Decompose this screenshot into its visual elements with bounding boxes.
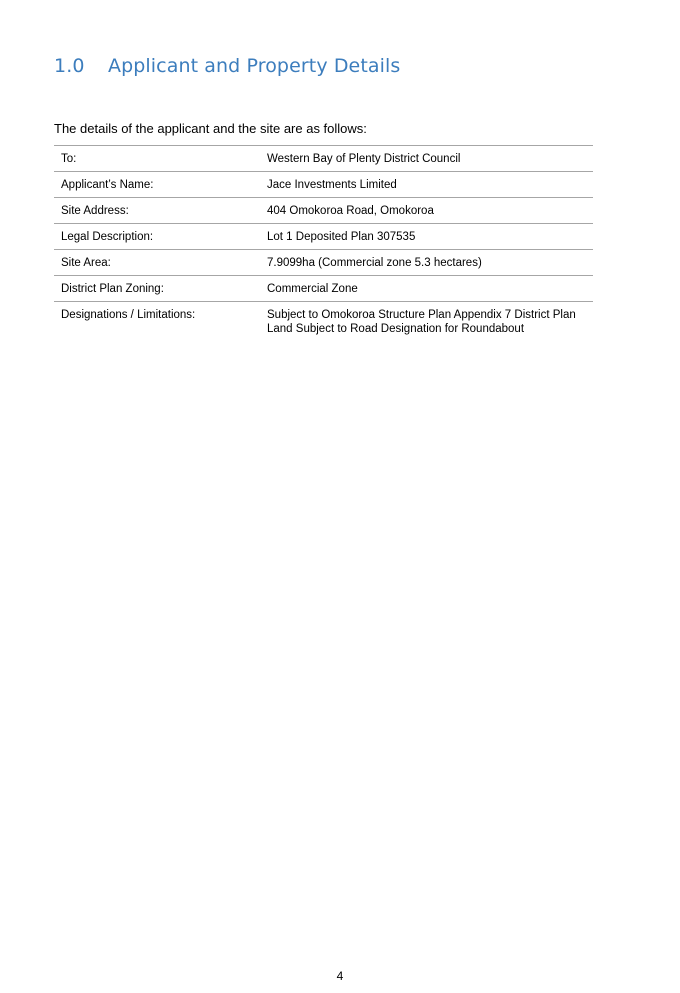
row-value: 7.9099ha (Commercial zone 5.3 hectares) [267,257,482,269]
table-row-applicant-name [54,172,593,198]
details-table [54,145,593,342]
row-label: District Plan Zoning: [61,283,164,295]
section-heading [54,55,400,77]
table-row-district-plan-zoning [54,276,593,302]
table-row-site-address [54,198,593,224]
row-label: Legal Description: [61,231,154,243]
row-label: Site Area: [61,257,111,269]
row-value: Commercial Zone [267,283,358,295]
table-row-site-area [54,250,593,276]
intro-paragraph: The details of the applicant and the site are as follows: [54,121,367,136]
row-label: To: [61,153,77,165]
row-value: 404 Omokoroa Road, Omokoroa [267,205,434,217]
row-label: Designations / Limitations: [61,309,196,321]
section-number: 1.0 [54,55,85,77]
row-value: Western Bay of Plenty District Council [267,153,461,165]
row-label: Applicant’s Name: [61,179,154,191]
row-label: Site Address: [61,205,129,217]
section-title: Applicant and Property Details [108,55,401,77]
table-row-legal-description [54,224,593,250]
row-value: Jace Investments Limited [267,179,397,191]
page-number: 4 [336,969,344,983]
table-row-to [54,146,593,172]
row-value: Subject to Omokoroa Structure Plan Appendix 7 District Plan Land Subject to Road Designation for Roundabout [267,309,576,335]
row-value: Lot 1 Deposited Plan 307535 [267,231,416,243]
table-row-designations [54,302,593,342]
